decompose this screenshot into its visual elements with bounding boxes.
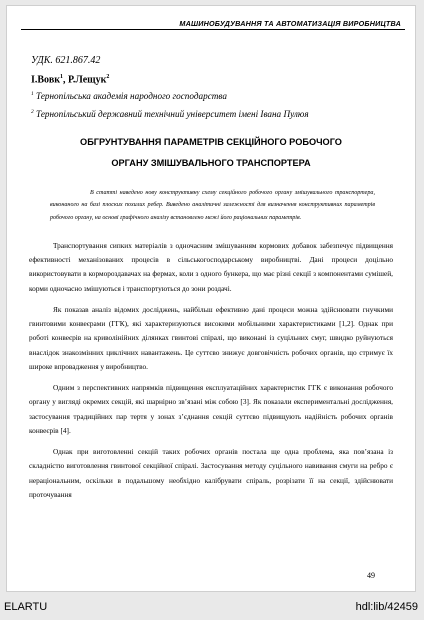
author-name: І.Вовк bbox=[31, 74, 60, 86]
affiliation-text: Тернопільський державний технічний університет імені Івана Пулюя bbox=[36, 109, 309, 120]
header-title: МАШИНОБУДУВАННЯ ТА АВТОМАТИЗАЦІЯ ВИРОБНИЦТВА bbox=[175, 19, 401, 28]
affiliation bbox=[31, 109, 309, 119]
udc-code: УДК. 621.867.42 bbox=[31, 55, 101, 66]
affiliation-mark: 2 bbox=[31, 109, 34, 115]
repository-label: ELARTU bbox=[4, 601, 48, 613]
document-page bbox=[6, 5, 416, 592]
paragraph: Транспортування сипких матеріалів з одночасним змішуванням кормових добавок забезпечує підвищення ефективності механізованих процесів в сільськогосподарському виробництві. Дані процеси доцільно використовувати в кормороздавачах на фермах, коли з одного бункера, що має різні секції з компонентами сумішей, корми одночасно змішуються і транспортуються до зони роздачі. bbox=[29, 241, 393, 293]
handle-identifier: hdl:lib/42459 bbox=[355, 601, 418, 613]
title-line: ОРГАНУ ЗМІШУВАЛЬНОГО ТРАНСПОРТЕРА bbox=[111, 158, 311, 168]
author-mark: 1 bbox=[59, 74, 63, 80]
paragraph: Однак при виготовленні секцій таких робочих органів постала ще одна проблема, яка пов’язана із складністю виготовлення гвинтової секційної спіралі. Застосування методу суцільного навивання смуги на ребро є нераціональним, оскільки в подальшому необхідно калібрувати спіраль, розрізати її на секції, здійснювати проточування bbox=[29, 447, 393, 499]
title-line: ОБГРУНТУВАННЯ ПАРАМЕТРІВ СЕКЦІЙНОГО РОБОЧОГО bbox=[80, 137, 342, 147]
running-header bbox=[21, 18, 405, 34]
affiliation bbox=[31, 91, 227, 101]
author-separator: , bbox=[62, 74, 68, 86]
author-mark: 2 bbox=[106, 74, 110, 80]
authors bbox=[31, 74, 109, 85]
author-name: Р.Лещук bbox=[67, 74, 107, 86]
affiliation-text: Тернопільська академія народного господарства bbox=[36, 91, 227, 102]
paragraph: Одним з перспективних напрямків підвищення експлуатаційних характеристик ГГК є виконання робочого органу у вигляді окремих секцій, які шарнірно зв’язані між собою [3]. Як показали експериментальні дослідження, застосування традиційних пар тертя у зонах з’єднання секцій суттєво підвищують надійність робочих органів конвеєрів [4]. bbox=[29, 383, 393, 435]
paragraph: Як показав аналіз відомих досліджень, найбільш ефективно дані процеси можна здійснювати гнучкими гвинтовими конвеєрами (ГГК), які характеризуються високими мобільними характеристиками [1,2]. Однак при роботі конвеєрів на криволінійних ділянках гвинтові спіралі, що виконані із суцільних смуг, швидко руйнуються внаслідок знакозмінних циклічних навантажень. Це суттєво знижує довговічність робочих органів, що стримує їх широке впровадження у виробництво. bbox=[29, 305, 393, 371]
affiliation-mark: 1 bbox=[31, 91, 34, 97]
paper-title bbox=[17, 132, 405, 174]
abstract: В статті наведено нову конструктивну схему секційного робочого органу змішувального транспортера, виконаного на базі плоских похилих ребер. Виведено аналітичні залежності для визначення конструктивних параметрів робочого органу, на основі графічного аналізу встановлено межі його раціональних параметрів. bbox=[50, 190, 375, 221]
page-number: 49 bbox=[367, 571, 375, 580]
header-rule bbox=[21, 29, 405, 30]
body-text bbox=[29, 239, 393, 509]
